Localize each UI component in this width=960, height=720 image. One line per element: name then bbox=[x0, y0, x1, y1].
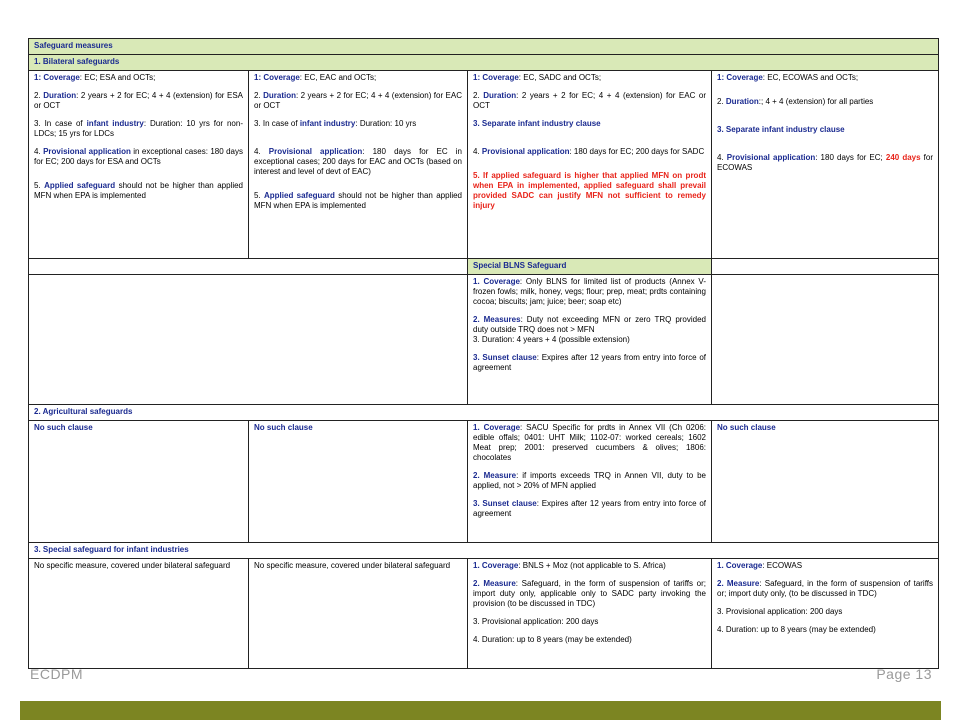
cell-infant-eac: No specific measure, covered under bilateral safeguard bbox=[249, 559, 468, 669]
table-title: Safeguard measures bbox=[29, 39, 939, 55]
page-number: Page 13 bbox=[876, 666, 932, 682]
section-label-agricultural: 2. Agricultural safeguards bbox=[29, 405, 939, 421]
cell-blns-empty-right bbox=[712, 275, 939, 405]
table-row-bilateral bbox=[29, 71, 939, 259]
cell-bilateral-esa: 1: Coverage: EC; ESA and OCTs; 2. Duration: 2 years + 2 for EC; 4 + 4 (extension) for ESA or OCT 3. In case of infant industry: Duration: 10 yrs for non-LDCs; 15 yrs for LDCs 4. Provisional application in exceptional cases: 180 days for EC; 200 days for ESA and OCTs 5. Applied safeguard should not be higher than applied MFN when EPA is implemented bbox=[29, 71, 249, 259]
cell-bilateral-eac: 1: Coverage: EC, EAC and OCTs; 2. Duration: 2 years + 2 for EC; 4 + 4 (extension) for EAC or OCT 3. In case of infant industry: Duration: 10 yrs 4. Provisional application: 180 days for EC in exceptional cases; 200 days for EAC and OCTs (based on interest and level of devt of EAC) 5. Applied safeguard should not be higher than applied MFN when EPA is implemented bbox=[249, 71, 468, 259]
cell-agri-sadc: 1. Coverage: SACU Specific for prdts in Annex VII (Ch 0206: edible offals; 0401: UHT Milk; 1102-07: worked cereals; 1602 Meat prep; 2001: preserved cucumbers & olives; 1806: chocolates 2. Measure: if imports exceeds TRQ in Annen VII, duty to be applied, not > 20% of MFN applied 3. Sunset clause: Expires after 12 years from entry into force of agreement bbox=[468, 421, 712, 543]
section-row-infant bbox=[29, 543, 939, 559]
table-row-infant bbox=[29, 559, 939, 669]
section-label-bilateral: 1. Bilateral safeguards bbox=[29, 55, 939, 71]
table-row-agricultural bbox=[29, 421, 939, 543]
safeguard-table-container bbox=[28, 38, 938, 654]
table-title-row bbox=[29, 39, 939, 55]
footer-bar bbox=[20, 701, 941, 720]
cell-agri-ecowas: No such clause bbox=[712, 421, 939, 543]
cell-blns-empty-right-top bbox=[712, 259, 939, 275]
table-row-blns bbox=[29, 275, 939, 405]
cell-blns-empty-top bbox=[29, 259, 468, 275]
cell-infant-ecowas: 1. Coverage: ECOWAS 2. Measure: Safeguard, in the form of suspension of tariffs or; import duty only, (to be discussed in TDC) 3. Provisional application: 200 days 4. Duration: up to 8 years (may be extended) bbox=[712, 559, 939, 669]
section-row-agricultural bbox=[29, 405, 939, 421]
cell-bilateral-sadc: 1: Coverage: EC, SADC and OCTs; 2. Duration: 2 years + 2 for EC; 4 + 4 (extension) for EAC or OCT 3. Separate infant industry clause 4. Provisional application: 180 days for EC; 200 days for SADC 5. If applied safeguard is higher that applied MFN on prodt when EPA in implemented, applied safeguard shall prevail provided SADC can justify MFN not sufficient to remedy injury bbox=[468, 71, 712, 259]
section-label-infant: 3. Special safeguard for infant industries bbox=[29, 543, 939, 559]
cell-agri-eac: No such clause bbox=[249, 421, 468, 543]
safeguard-table bbox=[28, 38, 939, 669]
cell-bilateral-ecowas: 1: Coverage: EC, ECOWAS and OCTs; 2. Duration:; 4 + 4 (extension) for all parties 3. Separate infant industry clause 4. Provisional application: 180 days for EC; 240 days for ECOWAS bbox=[712, 71, 939, 259]
cell-blns-empty bbox=[29, 275, 468, 405]
cell-agri-esa: No such clause bbox=[29, 421, 249, 543]
cell-blns-content: 1. Coverage: Only BLNS for limited list of products (Annex V- frozen fowls; milk, honey, vegs; flour; prep, meat; prdts containing cocoa; biscuits; jam; juice; beer; soap etc) 2. Measures: Duty not exceeding MFN or zero TRQ provided duty outside TRQ does not > MFN 3. Duration: 4 years + 4 (possible extension) 3. Sunset clause: Expires after 12 years from entry into force of agreement bbox=[468, 275, 712, 405]
cell-infant-esa: No specific measure, covered under bilateral safeguard bbox=[29, 559, 249, 669]
blns-label: Special BLNS Safeguard bbox=[468, 259, 712, 275]
footer-brand: ECDPM bbox=[30, 666, 84, 682]
cell-infant-sadc: 1. Coverage: BNLS + Moz (not applicable to S. Africa) 2. Measure: Safeguard, in the form of suspension of tariffs or; import duty only, applicable only to SADC party invoking the provision (to be discussed in TDC) 3. Provisional application: 200 days 4. Duration: up to 8 years (may be extended) bbox=[468, 559, 712, 669]
section-row-bilateral bbox=[29, 55, 939, 71]
table-row-blns-header bbox=[29, 259, 939, 275]
